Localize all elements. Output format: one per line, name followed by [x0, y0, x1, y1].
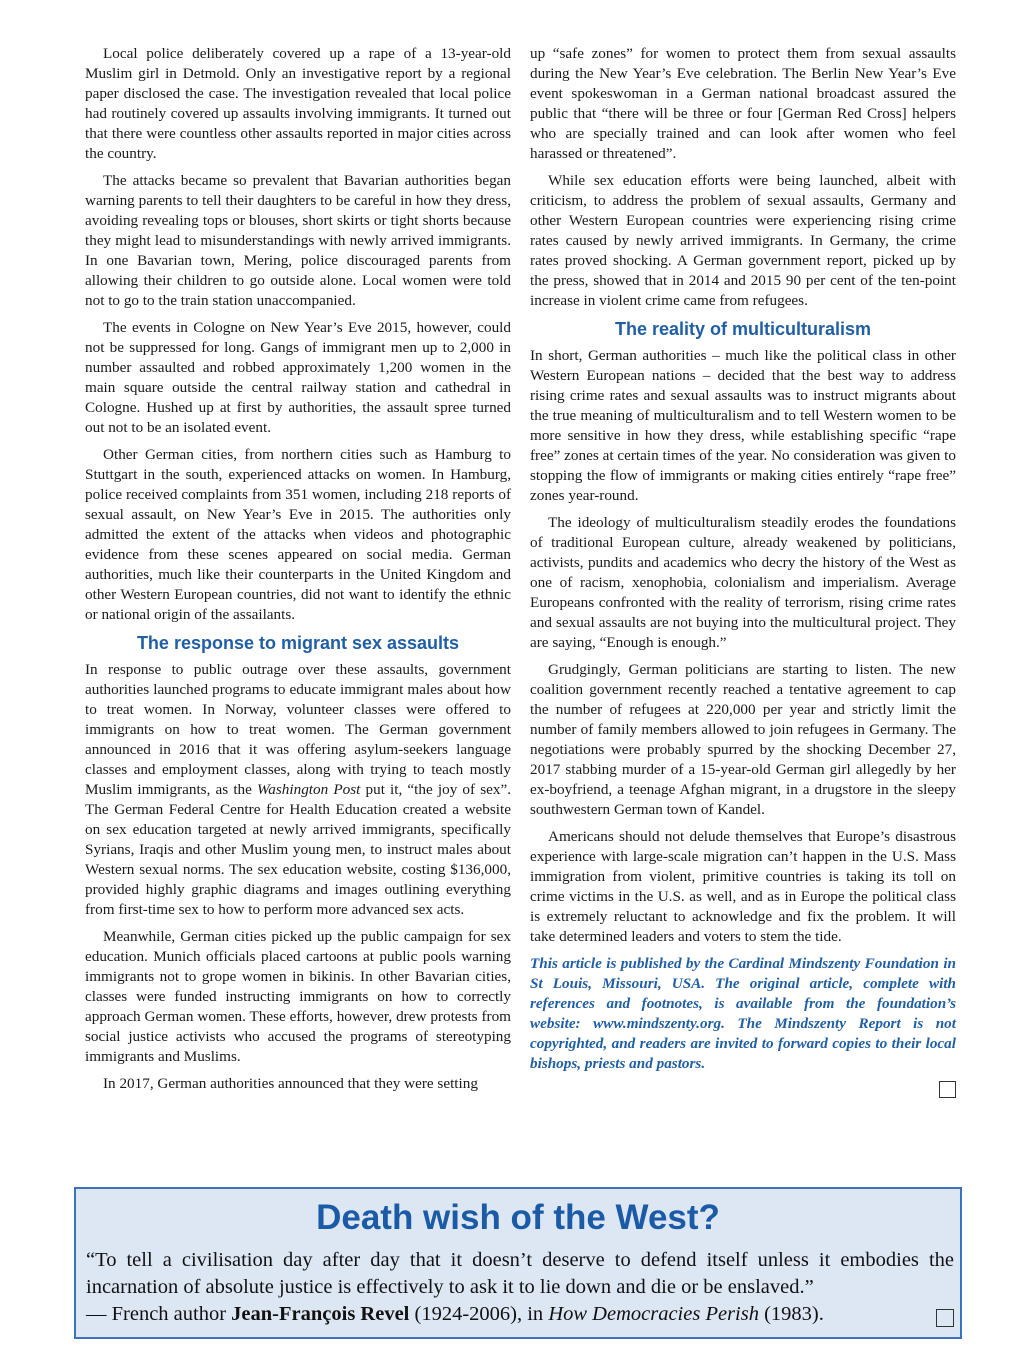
callout-attribution — [86, 1301, 960, 1328]
attribution-year: (1983). — [758, 1303, 824, 1325]
article-right-column — [530, 44, 956, 1098]
callout-box — [74, 1187, 962, 1339]
section-heading-response: The response to migrant sex assaults — [136, 633, 460, 653]
paragraph: In short, German authorities – much like the political class in other Western European nations – decided that the best way to address rising crime rates and sexual assaults was to instruct migrants about the true meaning of multiculturalism and to tell Western women to be more sensitive in how they dress, while establishing specific “rape free” zones at certain times of the year. No consideration was given to stopping the flow of immigrants or making cities entirely “rape free” zones year-round. — [530, 347, 956, 504]
paragraph: The ideology of multiculturalism steadily erodes the foundations of traditional European culture, already weakened by politicians, activists, pundits and academics who decry the history of the West as one of racism, xenophobia, colonialism and imperialism. Average Europeans confronted with the reality of terrorism, rising crime rates and sexual assaults are not buying into the multicultural project. They are saying, “Enough is enough.” — [530, 514, 956, 651]
publication-name: Washington Post — [257, 781, 361, 798]
end-of-callout-square-icon — [936, 1309, 954, 1327]
publication-note: This article is published by the Cardinal Mindszenty Foundation in St Louis, Missouri, USA. The original article, complete with references and footnotes, is available from the foundation’s website: www.mindszenty.org. The Mindszenty Report is not copyrighted, and readers are invited to forward copies to their local bishops, priests and pastors. — [530, 955, 956, 1072]
paragraph: Local police deliberately covered up a rape of a 13-year-old Muslim girl in Detmold. Only an investigative report by a regional paper disclosed the case. The investigation revealed that local police had routinely covered up assaults involving immigrants. It turned out that there were countless other assaults reported in major cities across the country. — [85, 45, 511, 162]
paragraph: In 2017, German authorities announced that they were setting — [103, 1075, 478, 1092]
paragraph — [85, 660, 511, 920]
article-left-column — [85, 44, 511, 1101]
paragraph: Other German cities, from northern cities such as Hamburg to Stuttgart in the south, experienced attacks on women. In Hamburg, police received complaints from 351 women, including 218 reports of sexual assault, on New Year’s Eve in 2015. The authorities only admitted the extent of the attacks when videos and photographic evidence from these scenes appeared on social media. German authorities, much like their counterparts in the United Kingdom and other Western European countries, did not want to identify the ethnic or national origin of the assailants. — [85, 446, 511, 623]
paragraph: The events in Cologne on New Year’s Eve 2015, however, could not be suppressed for long. Gangs of immigrant men up to 2,000 in number assaulted and robbed approximately 1,200 women in the main square outside the central railway station and cathedral in Cologne. Hushed up at first by authorities, the assault spree turned out not to be an isolated event. — [85, 319, 511, 436]
attribution-prefix: — French author — [86, 1303, 232, 1325]
callout-title: Death wish of the West? — [316, 1198, 720, 1237]
paragraph: While sex education efforts were being launched, albeit with criticism, to address the problem of sexual assaults, Germany and other Western European countries were experiencing rising crime rates caused by newly arrived immigrants. In Germany, the crime rates proved shocking. A German government report, picked up by the press, showed that in 2014 and 2015 90 per cent of the ten-point increase in violent crime came from refugees. — [530, 172, 956, 309]
callout-quote: “To tell a civilisation day after day that it doesn’t deserve to defend itself unless it embodies the incarnation of absolute justice is effectively to ask it to lie down and die or be enslaved.” — [86, 1249, 954, 1298]
author-name: Jean-François Revel — [231, 1303, 410, 1325]
attribution-text: (1924-2006), in — [409, 1303, 549, 1325]
paragraph: The attacks became so prevalent that Bavarian authorities began warning parents to tell their daughters to be careful in how they dress, avoiding revealing tops or blouses, short skirts or tight shorts because they might lead to misunderstandings with newly arrived immigrants. In one Bavarian town, Mering, police discouraged parents from allowing their children to go outside alone. Local women were told not to go to the train station unaccompanied. — [85, 172, 511, 309]
paragraph-text: In response to public outrage over these assaults, government authorities launched programs to educate immigrant males about how to treat women. In Norway, volunteer classes were offered to immigrants on how to treat women. The German government announced in 2016 that it was offering asylum-seekers language classes and employment classes, along with trying to teach mostly Muslim immigrants, as the — [85, 661, 511, 798]
paragraph: Grudgingly, German politicians are starting to listen. The new coalition government recently reached a tentative agreement to cap the number of refugees at 220,000 per year and strictly limit the number of family members allowed to join refugees in Germany. The negotiations were probably spurred by the shocking December 27, 2017 stabbing murder of a 15-year-old German girl allegedly by her ex-boyfriend, a teenage Afghan migrant, in a drugstore in the sleepy southwestern German town of Kandel. — [530, 661, 956, 818]
paragraph: Americans should not delude themselves that Europe’s disastrous experience with large-scale migration can’t happen in the U.S. Mass immigration from violent, primitive countries is taking its toll on crime victims in the U.S. as well, and as in Europe the political class is extremely reluctant to acknowledge and fix the problem. It will take determined leaders and voters to stem the tide. — [530, 828, 956, 945]
paragraph: up “safe zones” for women to protect them from sexual assaults during the New Year’s Eve celebration. The Berlin New Year’s Eve event spokeswoman in a German national broadcast assured the public that “there will be three or four [German Red Cross] helpers who are specially trained and can look after women who feel harassed or threatened”. — [530, 45, 956, 162]
end-of-article-square-icon — [939, 1081, 956, 1098]
book-title: How Democracies Perish — [548, 1303, 759, 1325]
section-heading-multiculturalism: The reality of multiculturalism — [614, 319, 872, 339]
paragraph: Meanwhile, German cities picked up the public campaign for sex education. Munich officials placed cartoons at public pools warning immigrants not to grope women in bikinis. In other Bavarian cities, classes were funded instructing immigrants on how to correctly approach German women. These efforts, however, drew protests from social justice activists who accused the programs of stereotyping immigrants and Muslims. — [85, 928, 511, 1065]
paragraph-text: put it, “the joy of sex”. The German Federal Centre for Health Education created a website on sex education targeted at newly arrived immigrants, specifically Syrians, Iraqis and other Muslim young men, to instruct males about Western sexual norms. The sex education website, costing $136,000, provided highly graphic diagrams and images outlining everything from first-time sex to how to perform more advanced sex acts. — [85, 781, 512, 918]
